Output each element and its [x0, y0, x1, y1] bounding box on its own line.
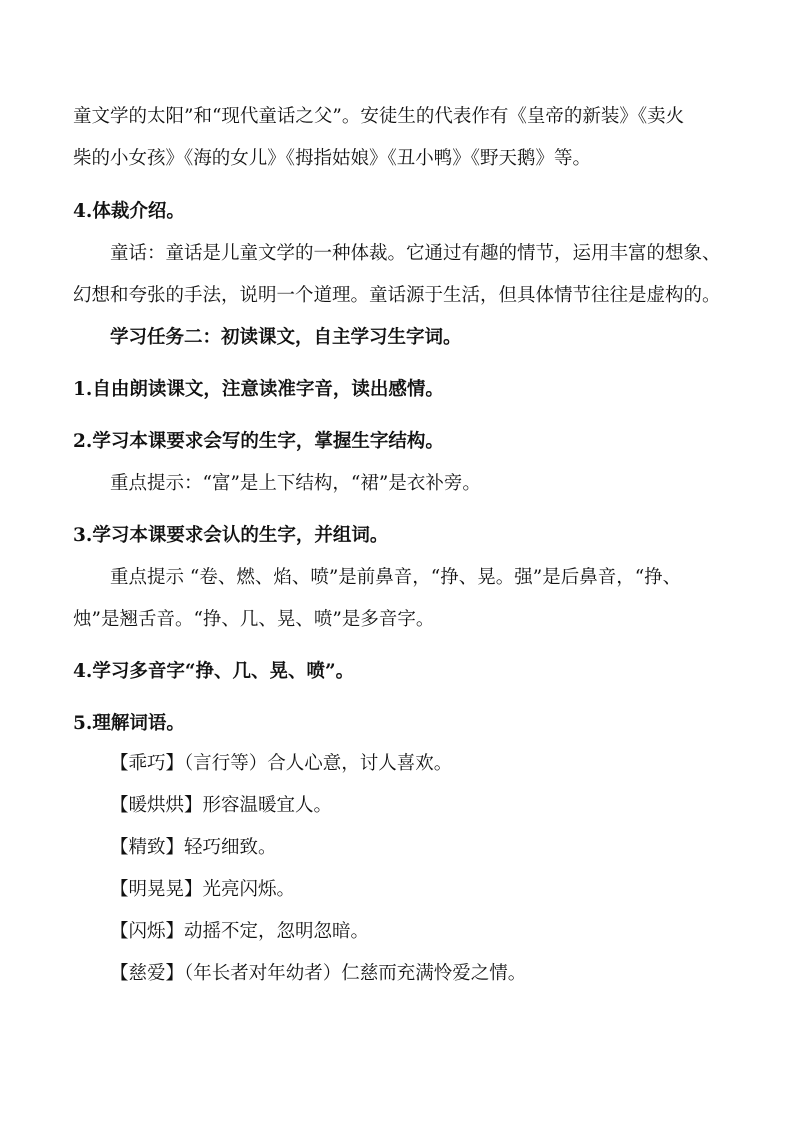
intro-line-1: 童文学的太阳”和“现代童话之父”。安徒生的代表作有《皇帝的新装》《卖火	[73, 106, 685, 127]
item-heading-2: 2.学习本课要求会写的生字，掌握生字结构。	[73, 431, 444, 452]
item-note-3-line-2: 烛”是翘舌音。“挣、几、晃、喷”是多音字。	[73, 609, 435, 630]
item-heading-3: 3.学习本课要求会认的生字，并组词。	[73, 525, 389, 546]
item-heading-5: 5.理解词语。	[73, 713, 185, 734]
intro-line-2: 柴的小女孩》《海的女儿》《拇指姑娘》《丑小鸭》《野天鹅》等。	[73, 148, 592, 169]
genre-paragraph-line-1: 童话：童话是儿童文学的一种体裁。它通过有趣的情节，运用丰富的想象、	[110, 243, 721, 264]
vocab-item: 【乖巧】（言行等）合人心意，讨人喜欢。	[110, 753, 453, 774]
vocab-item: 【暖烘烘】形容温暖宜人。	[110, 795, 333, 816]
vocab-item: 【精致】轻巧细致。	[110, 837, 277, 858]
vocab-item: 【慈爱】（年长者对年幼者）仁慈而充满怜爱之情。	[110, 963, 527, 984]
vocab-item: 【闪烁】动摇不定，忽明忽暗。	[110, 921, 370, 942]
section-heading-genre: 4.体裁介绍。	[73, 201, 185, 222]
vocab-item: 【明晃晃】光亮闪烁。	[110, 879, 296, 900]
task2-title: 学习任务二：初读课文，自主学习生字词。	[110, 327, 462, 348]
genre-paragraph-line-2: 幻想和夸张的手法，说明一个道理。童话源于生活，但具体情节往往是虚构的。	[73, 285, 721, 306]
item-heading-1: 1.自由朗读课文，注意读准字音，读出感情。	[73, 379, 444, 400]
item-note-3-line-1: 重点提示 “卷、燃、焰、喷”是前鼻音，“挣、晃。强”是后鼻音，“挣、	[110, 567, 682, 588]
item-note-2: 重点提示：“富”是上下结构，“裙”是衣补旁。	[110, 473, 481, 494]
item-heading-4: 4.学习多音字“挣、几、晃、喷”。	[73, 661, 355, 682]
